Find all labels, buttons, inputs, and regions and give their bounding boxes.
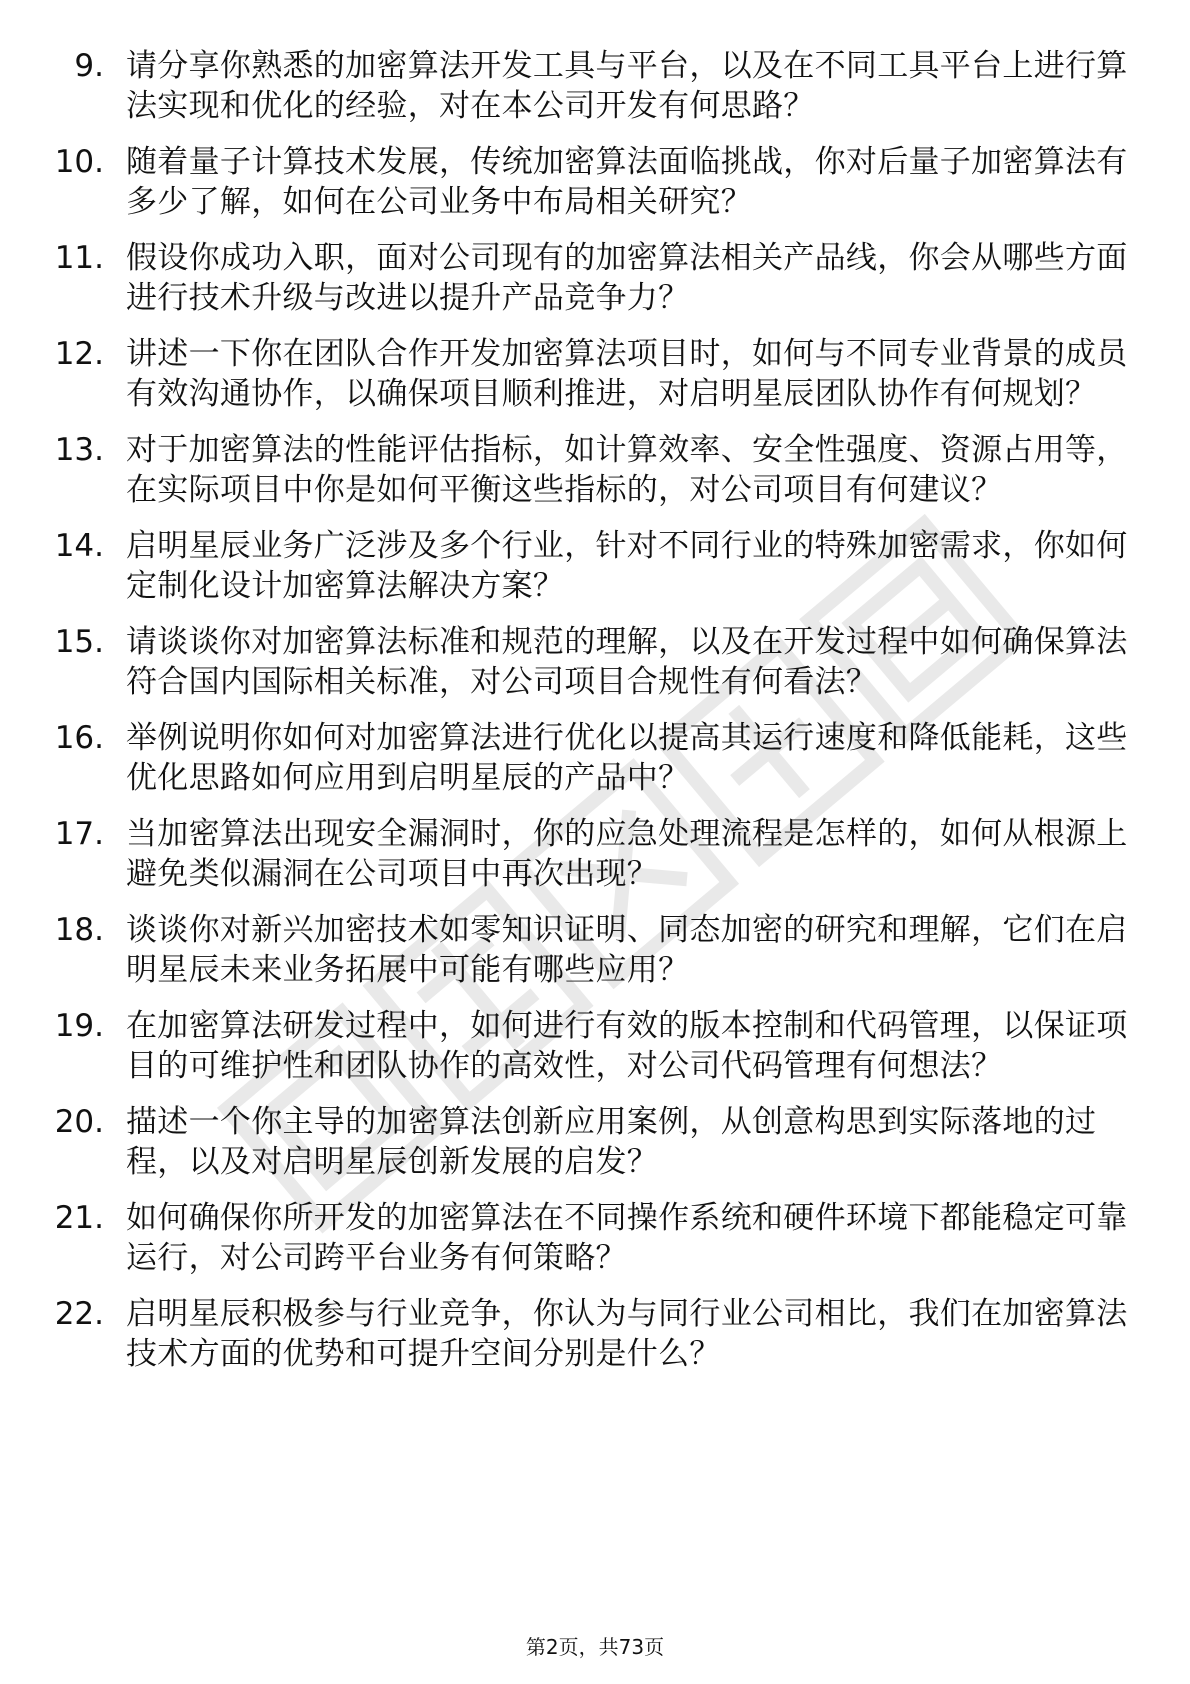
question-text: 启明星辰积极参与行业竞争，你认为与同行业公司相比，我们在加密算法技术方面的优势和可提升空间分别是什么？ [126,1296,1128,1372]
question-text: 随着量子计算技术发展，传统加密算法面临挑战，你对后量子加密算法有多少了解，如何在公司业务中布局相关研究？ [126,144,1128,220]
question-item [0,814,1190,894]
question-number: 12. [54,336,104,372]
question-text: 讲述一下你在团队合作开发加密算法项目时，如何与不同专业背景的成员有效沟通协作，以确保项目顺利推进，对启明星辰团队协作有何规划？ [126,336,1128,412]
question-number: 9. [74,48,104,84]
question-number: 10. [54,144,104,180]
question-item [0,334,1190,414]
question-item [0,622,1190,702]
question-text: 启明星辰业务广泛涉及多个行业，针对不同行业的特殊加密需求，你如何定制化设计加密算法解决方案？ [126,528,1128,604]
question-text: 当加密算法出现安全漏洞时，你的应急处理流程是怎样的，如何从根源上避免类似漏洞在公司项目中再次出现？ [126,816,1128,892]
question-item [0,526,1190,606]
question-number: 18. [54,912,104,948]
question-item [0,718,1190,798]
question-text: 在加密算法研发过程中，如何进行有效的版本控制和代码管理，以保证项目的可维护性和团队协作的高效性，对公司代码管理有何想法？ [126,1008,1128,1084]
question-number: 21. [54,1200,104,1236]
question-text: 假设你成功入职，面对公司现有的加密算法相关产品线，你会从哪些方面进行技术升级与改进以提升产品竞争力？ [126,240,1128,316]
question-text: 请分享你熟悉的加密算法开发工具与平台，以及在不同工具平台上进行算法实现和优化的经验，对在本公司开发有何思路？ [126,48,1128,124]
question-item [0,46,1190,126]
question-text: 举例说明你如何对加密算法进行优化以提高其运行速度和降低能耗，这些优化思路如何应用到启明星辰的产品中？ [126,720,1128,796]
question-number: 11. [54,240,104,276]
question-text: 描述一个你主导的加密算法创新应用案例，从创意构思到实际落地的过程，以及对启明星辰创新发展的启发？ [126,1104,1097,1180]
question-item [0,142,1190,222]
question-text: 如何确保你所开发的加密算法在不同操作系统和硬件环境下都能稳定可靠运行，对公司跨平台业务有何策略？ [126,1200,1128,1276]
question-text: 请谈谈你对加密算法标准和规范的理解，以及在开发过程中如何确保算法符合国内国际相关标准，对公司项目合规性有何看法？ [126,624,1128,700]
question-text: 对于加密算法的性能评估指标，如计算效率、安全性强度、资源占用等，在实际项目中你是如何平衡这些指标的，对公司项目有何建议？ [126,432,1128,508]
question-text: 谈谈你对新兴加密技术如零知识证明、同态加密的研究和理解，它们在启明星辰未来业务拓展中可能有哪些应用？ [126,912,1128,988]
question-item [0,430,1190,510]
question-list [0,46,1190,1390]
question-number: 16. [54,720,104,756]
page-footer: 第2页，共73页 [525,1635,665,1659]
question-number: 19. [54,1008,104,1044]
question-number: 15. [54,624,104,660]
question-item [0,910,1190,990]
question-item [0,1006,1190,1086]
question-item [0,238,1190,318]
question-number: 20. [54,1104,104,1140]
question-item [0,1294,1190,1374]
question-number: 13. [54,432,104,468]
question-number: 14. [54,528,104,564]
question-number: 17. [54,816,104,852]
question-item [0,1198,1190,1278]
question-number: 22. [54,1296,104,1332]
question-item [0,1102,1190,1182]
